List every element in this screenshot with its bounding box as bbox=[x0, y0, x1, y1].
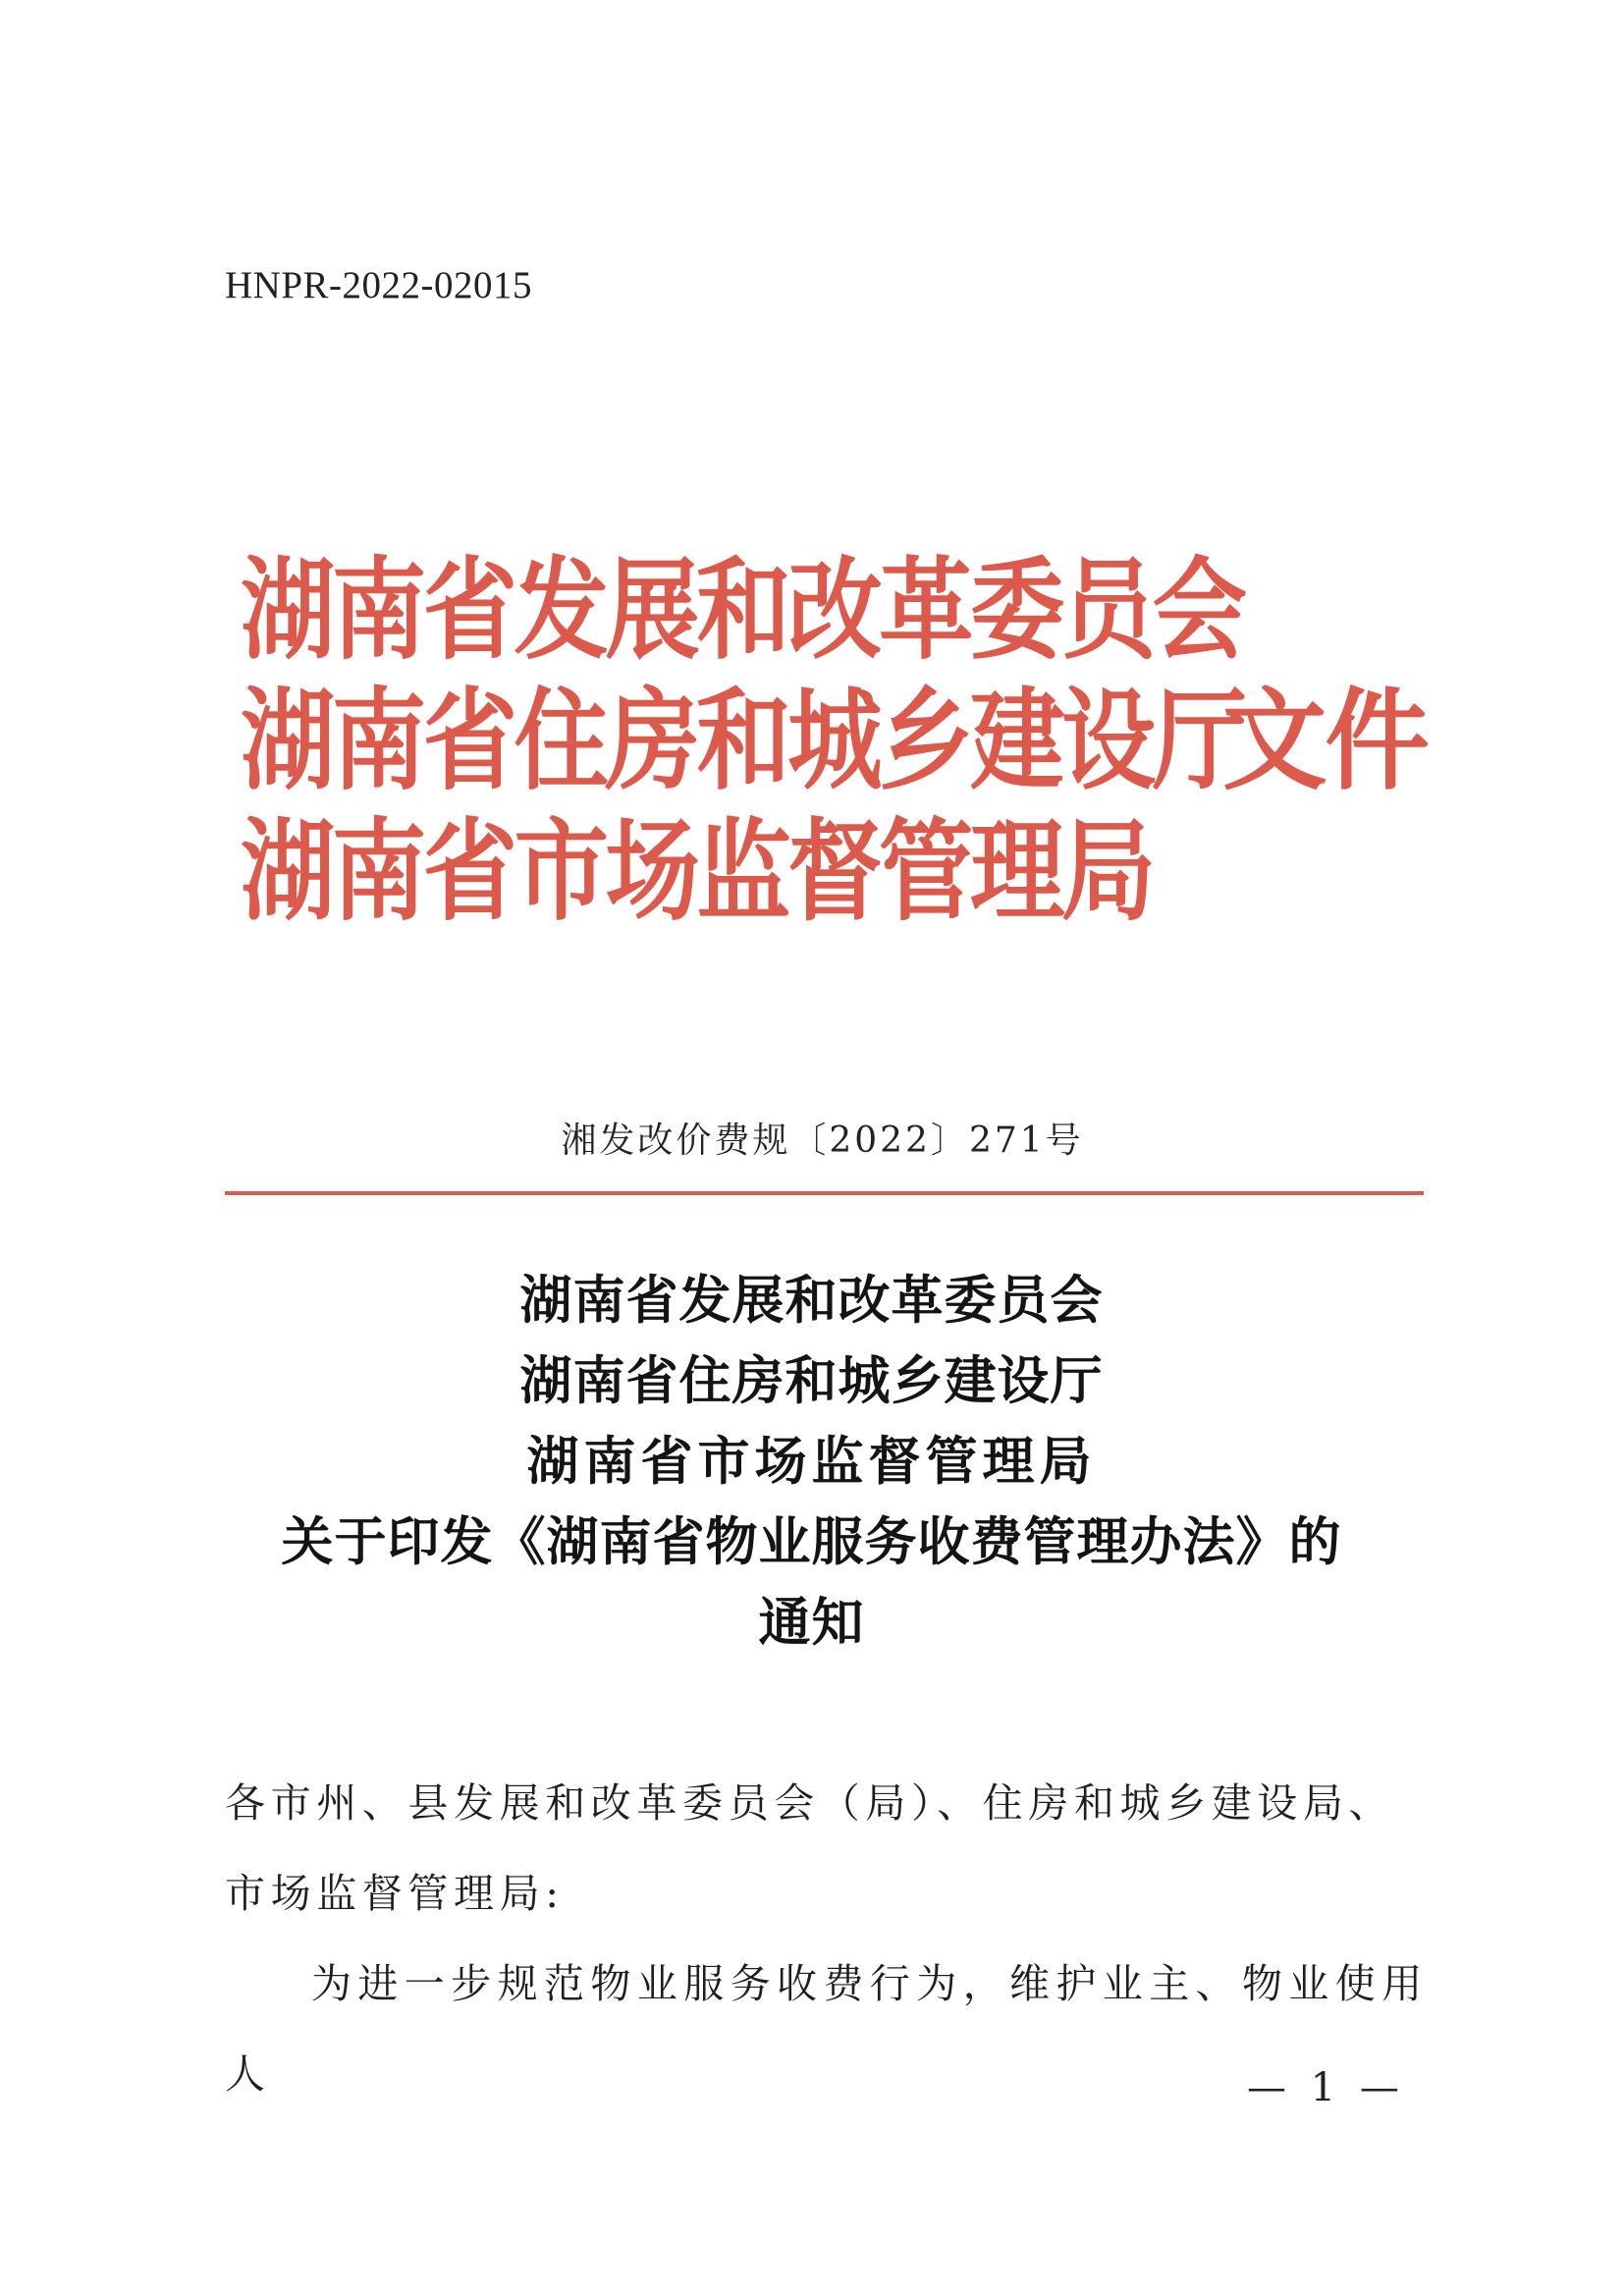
header-suffix: 文件 bbox=[1222, 677, 1428, 805]
document-number: 湘发改价费规〔2022〕271号 bbox=[561, 1121, 1084, 1161]
page-number: — 1 — bbox=[1247, 2065, 1405, 2110]
body-paragraph: 为进一步规范物业服务收费行为，维护业主、物业使用人 bbox=[225, 1960, 1429, 2098]
issuer-name: 湖南省市场监督管理局 bbox=[241, 807, 1153, 936]
issuer-name: 湖南省住房和城乡建设厅 bbox=[241, 677, 1244, 805]
addressee-paragraph: 各市州、县发展和改革委员会（局）、住房和城乡建设局、市场监督管理局: bbox=[225, 1779, 1395, 1917]
document-code: HNPR-2022-02015 bbox=[225, 264, 533, 306]
notice-title bbox=[0, 1260, 1623, 1663]
title-line: 关于印发《湖南省物业服务收费管理办法》的 bbox=[281, 1511, 1342, 1572]
title-line: 湖南省发展和改革委员会 bbox=[519, 1270, 1104, 1331]
title-line: 湖南省住房和城乡建设厅 bbox=[519, 1350, 1104, 1411]
title-line: 通知 bbox=[758, 1592, 865, 1653]
red-header bbox=[241, 545, 1438, 967]
red-divider bbox=[225, 1191, 1424, 1195]
title-line: 湖南省市场监督管理局 bbox=[526, 1431, 1097, 1492]
issuer-name: 湖南省发展和改革委员会 bbox=[241, 546, 1244, 675]
